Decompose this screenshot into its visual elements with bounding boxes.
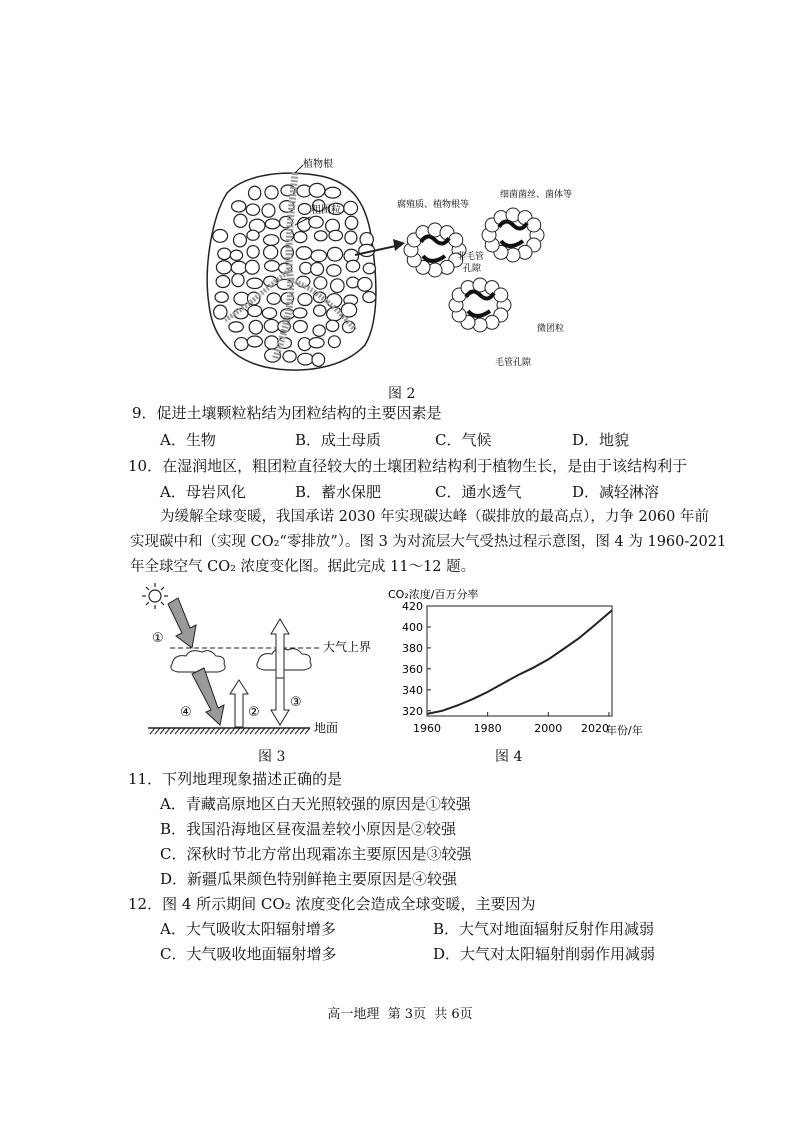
soil-particle [218, 248, 231, 259]
soil-particle [216, 261, 231, 274]
soil-particle [293, 320, 307, 332]
micro-aggregate-cluster [404, 223, 466, 277]
arrow-2 [230, 680, 248, 727]
q10-option-d[interactable]: D．减轻淋溶 [572, 483, 660, 501]
soil-particle [298, 353, 313, 365]
question-12-stem: 12．图 4 所示期间 CO₂ 浓度变化会造成全球变暖，主要因为 [128, 895, 536, 913]
soil-particle [234, 234, 247, 247]
x-tick-label: 1980 [473, 722, 502, 735]
soil-particle [264, 245, 278, 259]
humus-binding [421, 236, 449, 261]
soil-particle [230, 250, 242, 260]
x-tick-label: 2020 [580, 722, 609, 735]
soil-particle [231, 261, 247, 274]
y-tick-label: 380 [402, 641, 423, 655]
soil-particle [363, 263, 375, 274]
label-capillary-pore: 毛管孔隙 [495, 358, 532, 368]
humus-binding [499, 221, 527, 246]
humus-binding [466, 291, 494, 316]
soil-particle [265, 261, 280, 272]
soil-particle [232, 201, 246, 212]
soil-particle [311, 250, 327, 262]
soil-particle [346, 260, 359, 272]
micro-particle [527, 218, 541, 232]
question-11-stem: 11．下列地理现象描述正确的是 [128, 770, 343, 788]
q12-option-c[interactable]: C．大气吸收地面辐射增多 [160, 945, 337, 963]
soil-particle [311, 262, 324, 275]
soil-particle [358, 277, 372, 291]
soil-particle [345, 216, 358, 229]
y-tick-label: 420 [402, 600, 423, 613]
figure-2-caption: 图 2 [388, 386, 416, 402]
soil-particle [262, 204, 275, 218]
micro-aggregate-cluster [482, 208, 544, 262]
y-tick-label: 400 [402, 620, 423, 634]
question-10-stem: 10．在湿润地区，粗团粒直径较大的土壤团粒结构利于植物生长，是由于该结构利于 [128, 457, 688, 475]
label-bacteria: 细菌菌丝、菌体等 [500, 190, 573, 200]
soil-particle [265, 219, 279, 229]
marker-2: ② [248, 705, 260, 720]
q11-option-c[interactable]: C．深秋时节北方常出现霜冻主要原因是③较强 [160, 845, 472, 863]
q11-option-d[interactable]: D．新疆瓜果颜色特别鲜艳主要原因是④较强 [160, 870, 458, 888]
chart-xlabel: 年份/年 [606, 724, 643, 737]
y-tick-label: 320 [402, 704, 423, 718]
soil-particle [248, 305, 262, 316]
soil-particle [232, 274, 244, 287]
soil-particle [262, 308, 276, 319]
figure-3-caption: 图 3 [258, 749, 286, 765]
soil-particle [267, 293, 280, 304]
chart-plot-frame [427, 606, 612, 716]
soil-particle [331, 279, 345, 293]
soil-particle [296, 247, 312, 260]
soil-particle [246, 204, 259, 215]
marker-3: ③ [290, 695, 302, 710]
q12-option-b[interactable]: B．大气对地面辐射反射作用减弱 [433, 920, 655, 938]
label-non-capillary: 非毛管 [457, 252, 485, 262]
page-footer: 高一地理 第 3页 共 6页 [327, 1007, 473, 1022]
soil-particle [247, 230, 259, 240]
label-coarse-aggregate: 粗团粒 [311, 205, 341, 216]
coarse-aggregate-drawing [207, 173, 376, 370]
soil-particle [247, 278, 263, 288]
marker-1: ① [152, 631, 164, 646]
soil-particle [329, 230, 343, 240]
label-ground: 地面 [314, 721, 339, 735]
soil-particle [247, 336, 262, 347]
label-humus: 腐殖质、植物根等 [397, 200, 470, 210]
micro-particle [494, 288, 508, 302]
passage-line-1: 为缓解全球变暖，我国承诺 2030 年实现碳达峰（碳排放的最高点），力争 2060 年前 [160, 509, 709, 525]
soil-particle [298, 203, 311, 214]
co2-series-line [427, 610, 612, 714]
q11-option-b[interactable]: B．我国沿海地区昼夜温差较小原因是②较强 [160, 820, 457, 838]
soil-particle [344, 201, 358, 214]
micro-particle [449, 233, 463, 247]
question-9-stem: 9．促进土壤颗粒粘结为团粒结构的主要因素是 [132, 404, 442, 422]
soil-particle [326, 320, 339, 331]
figure-4-caption: 图 4 [495, 749, 523, 765]
soil-particle [264, 235, 279, 246]
label-pore: 孔隙 [463, 264, 482, 274]
soil-particle [249, 186, 261, 200]
soil-particle [341, 303, 356, 317]
soil-particle [312, 353, 325, 366]
soil-particle [314, 277, 327, 290]
soil-particle [327, 307, 343, 320]
passage-line-3: 年全球空气 CO₂ 浓度变化图。据此完成 11～12 题。 [130, 559, 476, 575]
soil-particle [245, 260, 259, 274]
marker-4: ④ [180, 705, 192, 720]
soil-particle [363, 292, 376, 303]
x-tick-label: 2000 [534, 722, 563, 735]
soil-particle [294, 232, 307, 243]
soil-particle [313, 325, 325, 336]
label-root: 植物根 [303, 159, 333, 170]
q12-option-d[interactable]: D．大气对太阳辐射削弱作用减弱 [433, 945, 656, 963]
label-top-atmosphere: 大气上界 [323, 640, 372, 654]
soil-particle [216, 275, 230, 287]
q9-option-a[interactable]: A．生物 [160, 431, 216, 449]
arrow-4 [192, 668, 224, 725]
soil-particle [283, 351, 296, 363]
soil-particle [314, 305, 326, 316]
soil-particle [247, 246, 259, 258]
cloud-left [171, 651, 225, 672]
figure-2-soil-aggregate [195, 155, 625, 380]
soil-particle [229, 322, 243, 332]
soil-particle [213, 230, 228, 243]
soil-particle [328, 336, 340, 348]
chart-ylabel: CO₂浓度/百万分率 [388, 588, 479, 601]
q9-option-c[interactable]: C．气候 [435, 431, 492, 449]
soil-particle [327, 247, 342, 261]
soil-particle [264, 319, 279, 332]
soil-particle [345, 231, 357, 244]
q9-option-b[interactable]: B．成土母质 [295, 431, 382, 449]
soil-particle [347, 277, 359, 288]
arrow-1 [168, 598, 196, 648]
figure-3-atmosphere-heating [140, 582, 380, 742]
soil-particle [298, 293, 312, 305]
q11-option-a[interactable]: A．青藏高原地区白天光照较强的原因是①较强 [160, 795, 471, 813]
soil-particle [309, 183, 325, 197]
micro-aggregate-cluster [449, 278, 511, 332]
q12-option-a[interactable]: A．大气吸收太阳辐射增多 [160, 920, 336, 938]
y-tick-label: 340 [402, 683, 423, 697]
soil-particle [214, 305, 227, 319]
y-tick-label: 360 [402, 662, 423, 676]
soil-particle [235, 338, 248, 351]
soil-particle [325, 187, 341, 198]
soil-particle [215, 292, 228, 303]
figure-4-co2-chart [380, 582, 680, 742]
x-tick-label: 1960 [413, 722, 441, 735]
soil-particle [327, 265, 341, 277]
q10-option-a[interactable]: A．母岩风化 [160, 483, 246, 501]
soil-particle [309, 338, 324, 348]
soil-particle [314, 231, 327, 241]
soil-particle [309, 216, 323, 228]
q9-option-d[interactable]: D．地貌 [572, 431, 630, 449]
sun-icon [142, 583, 168, 609]
q10-option-c[interactable]: C．通水透气 [435, 483, 522, 501]
q10-option-b[interactable]: B．蓄水保肥 [295, 483, 382, 501]
soil-particle [234, 214, 247, 227]
soil-particle [293, 308, 307, 318]
soil-particle [249, 320, 262, 334]
soil-particle [300, 262, 312, 274]
passage-line-2: 实现碳中和（实现 CO₂“零排放”）。图 3 为对流层大气受热过程示意图，图 4 为 1960-2021 [130, 534, 727, 550]
label-micro-aggregate: 微团粒 [537, 324, 565, 334]
soil-particle [265, 186, 278, 199]
arrow-3 [271, 678, 289, 725]
